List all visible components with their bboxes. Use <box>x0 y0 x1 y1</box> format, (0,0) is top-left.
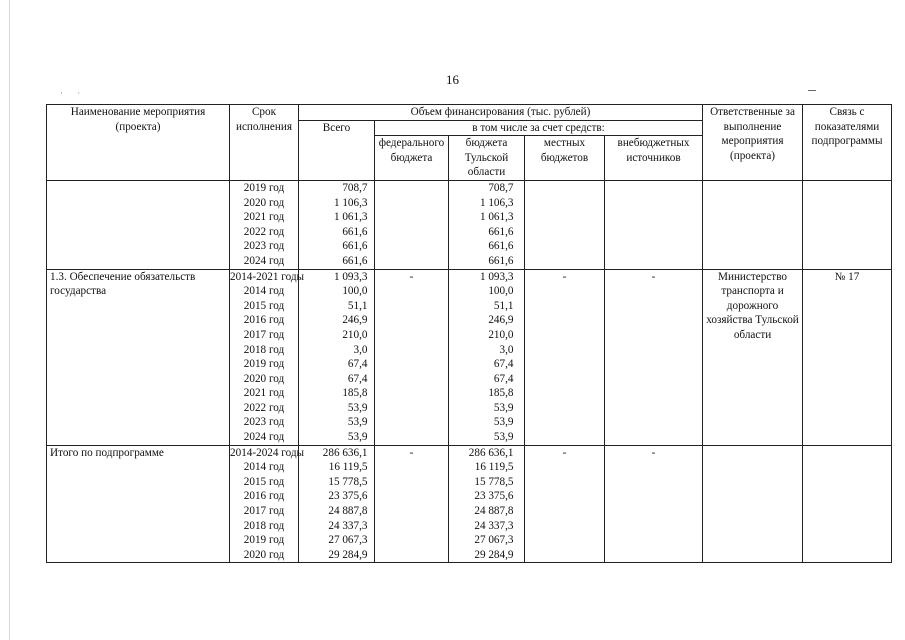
regional-line <box>449 504 524 519</box>
regional-line <box>449 548 524 563</box>
total-line <box>299 504 374 519</box>
regional-value: 53,9 <box>493 401 514 414</box>
total-line <box>299 313 374 328</box>
year-value: 2019 год <box>243 181 285 194</box>
regional-line <box>449 401 524 416</box>
total-value: 210,0 <box>342 328 368 341</box>
year-value: 2022 год <box>243 401 285 414</box>
total-cell <box>299 180 375 269</box>
regional-line <box>449 357 524 372</box>
year-value: 2020 год <box>243 196 285 209</box>
total-value: 53,9 <box>347 416 368 429</box>
scan-specks: · · <box>60 88 87 98</box>
regional-value: 16 119,5 <box>474 461 514 474</box>
total-line <box>299 239 374 254</box>
row-name: Итого по подпрограмме <box>47 445 230 563</box>
total-value: 15 778,5 <box>328 475 368 488</box>
header-including: в том числе за счет средств: <box>375 120 703 136</box>
total-line <box>299 475 374 490</box>
total-value: 51,1 <box>347 299 368 312</box>
extra-cell <box>605 180 703 269</box>
regional-value: 1 106,3 <box>479 196 514 209</box>
regional-value: 53,9 <box>493 431 514 444</box>
total-line <box>299 519 374 534</box>
regional-cell <box>449 445 525 563</box>
link-cell <box>803 180 892 269</box>
total-value: 1 106,3 <box>333 196 368 209</box>
regional-line <box>449 475 524 490</box>
total-value: 24 887,8 <box>328 505 368 518</box>
scan-dash <box>808 90 816 91</box>
regional-value: 67,4 <box>493 372 514 385</box>
table-row <box>47 445 892 563</box>
regional-value: 661,6 <box>488 225 514 238</box>
year-value: 2014 год <box>243 461 285 474</box>
total-value: 67,4 <box>347 358 368 371</box>
total-line <box>299 270 374 285</box>
year-value: 2024 год <box>243 431 285 444</box>
regional-cell <box>449 269 525 445</box>
year-value: 2021 год <box>243 387 285 400</box>
total-line <box>299 254 374 269</box>
regional-value: 708,7 <box>488 181 514 194</box>
regional-value: 24 887,8 <box>474 505 514 518</box>
year-value: 2019 год <box>243 358 285 371</box>
year-value: 2014-2024 годы <box>230 446 305 459</box>
year-value: 2017 год <box>243 328 285 341</box>
total-value: 27 067,3 <box>328 534 368 547</box>
responsible-cell <box>703 180 803 269</box>
year-value: 2019 год <box>243 534 285 547</box>
regional-line <box>449 489 524 504</box>
header-regional: бюджета Тульской области <box>449 136 525 181</box>
row-name: 1.3. Обеспечение обязательств государства <box>47 269 230 445</box>
total-line <box>299 386 374 401</box>
total-line <box>299 446 374 461</box>
total-value: 661,6 <box>342 240 368 253</box>
table-header <box>47 105 892 181</box>
regional-value: 27 067,3 <box>474 534 514 547</box>
total-value: 67,4 <box>347 372 368 385</box>
year-value: 2020 год <box>243 548 285 561</box>
total-value: 24 337,3 <box>328 519 368 532</box>
total-line <box>299 533 374 548</box>
total-value: 16 119,5 <box>328 461 368 474</box>
regional-value: 23 375,6 <box>474 490 514 503</box>
year-cell <box>230 269 305 445</box>
total-line <box>299 489 374 504</box>
regional-line <box>449 533 524 548</box>
total-line <box>299 284 374 299</box>
total-line <box>299 357 374 372</box>
federal-cell: - <box>375 445 449 563</box>
total-value: 29 284,9 <box>328 548 368 561</box>
header-funding: Объем финансирования (тыс. рублей) <box>299 105 703 121</box>
total-value: 661,6 <box>342 254 368 267</box>
total-value: 185,8 <box>342 387 368 400</box>
total-line <box>299 328 374 343</box>
total-line <box>299 196 374 211</box>
link-cell <box>803 445 892 563</box>
regional-line <box>449 519 524 534</box>
regional-line <box>449 181 524 196</box>
total-line <box>299 430 374 445</box>
header-local: местных бюджетов <box>525 136 605 181</box>
extra-cell: - <box>605 269 703 445</box>
regional-value: 1 093,3 <box>479 270 514 283</box>
table-body <box>47 180 892 562</box>
page-left-edge <box>9 0 10 640</box>
regional-line <box>449 210 524 225</box>
year-value: 2020 год <box>243 372 285 385</box>
total-value: 100,0 <box>342 285 368 298</box>
regional-line <box>449 446 524 461</box>
total-value: 1 061,3 <box>333 211 368 224</box>
responsible-cell <box>703 445 803 563</box>
regional-line <box>449 415 524 430</box>
year-value: 2016 год <box>243 490 285 503</box>
year-value: 2016 год <box>243 314 285 327</box>
regional-value: 24 337,3 <box>474 519 514 532</box>
regional-line <box>449 313 524 328</box>
regional-value: 100,0 <box>488 285 514 298</box>
total-line <box>299 343 374 358</box>
header-extra: внебюджетных источников <box>605 136 703 181</box>
regional-value: 3,0 <box>499 343 514 356</box>
funding-table <box>46 104 892 563</box>
year-value: 2014-2021 годы <box>230 270 305 283</box>
regional-line <box>449 254 524 269</box>
regional-line <box>449 196 524 211</box>
regional-value: 185,8 <box>488 387 514 400</box>
local-cell <box>525 180 605 269</box>
header-link: Связь с показателями подпрограммы <box>803 105 892 181</box>
year-cell <box>230 445 305 563</box>
total-cell <box>299 445 375 563</box>
total-line <box>299 372 374 387</box>
total-value: 23 375,6 <box>328 490 368 503</box>
total-line <box>299 299 374 314</box>
regional-value: 1 061,3 <box>479 211 514 224</box>
responsible-cell: Министерство транспорта и дорожного хозяйства Тульской области <box>703 269 803 445</box>
total-line <box>299 210 374 225</box>
total-line <box>299 460 374 475</box>
year-value: 2022 год <box>243 225 285 238</box>
total-value: 1 093,3 <box>333 270 368 283</box>
regional-value: 29 284,9 <box>474 548 514 561</box>
row-name <box>47 180 230 269</box>
regional-cell <box>449 180 525 269</box>
regional-line <box>449 284 524 299</box>
year-value: 2023 год <box>243 416 285 429</box>
year-value: 2021 год <box>243 211 285 224</box>
header-term: Срок исполнения <box>230 105 299 181</box>
year-value: 2018 год <box>243 343 285 356</box>
header-responsible: Ответственные за выполнение мероприятия (проекта) <box>703 105 803 181</box>
federal-cell <box>375 180 449 269</box>
regional-value: 661,6 <box>488 254 514 267</box>
local-cell: - <box>525 269 605 445</box>
total-line <box>299 548 374 563</box>
total-line <box>299 415 374 430</box>
regional-value: 51,1 <box>493 299 514 312</box>
year-value: 2024 год <box>243 254 285 267</box>
regional-line <box>449 386 524 401</box>
link-cell: № 17 <box>803 269 892 445</box>
total-cell <box>299 269 375 445</box>
table-row <box>47 180 892 269</box>
year-value: 2023 год <box>243 240 285 253</box>
regional-line <box>449 270 524 285</box>
regional-value: 53,9 <box>493 416 514 429</box>
federal-cell: - <box>375 269 449 445</box>
regional-line <box>449 225 524 240</box>
page-number: 16 <box>446 72 459 87</box>
total-value: 286 636,1 <box>322 446 368 459</box>
header-total: Всего <box>299 120 375 180</box>
regional-line <box>449 328 524 343</box>
table-row <box>47 269 892 445</box>
total-line <box>299 401 374 416</box>
local-cell: - <box>525 445 605 563</box>
regional-value: 15 778,5 <box>474 475 514 488</box>
year-value: 2015 год <box>243 299 285 312</box>
total-line <box>299 181 374 196</box>
header-name: Наименование мероприятия (проекта) <box>47 105 230 181</box>
total-value: 3,0 <box>353 343 368 356</box>
regional-value: 661,6 <box>488 240 514 253</box>
regional-value: 210,0 <box>488 328 514 341</box>
total-value: 246,9 <box>342 314 368 327</box>
total-value: 661,6 <box>342 225 368 238</box>
total-value: 53,9 <box>347 431 368 444</box>
regional-line <box>449 460 524 475</box>
regional-line <box>449 372 524 387</box>
year-value: 2014 год <box>243 285 285 298</box>
total-line <box>299 225 374 240</box>
regional-line <box>449 343 524 358</box>
regional-value: 246,9 <box>488 314 514 327</box>
year-value: 2018 год <box>243 519 285 532</box>
extra-cell: - <box>605 445 703 563</box>
year-value: 2017 год <box>243 505 285 518</box>
regional-line <box>449 299 524 314</box>
year-cell <box>230 180 299 269</box>
regional-line <box>449 239 524 254</box>
total-value: 708,7 <box>342 181 368 194</box>
regional-value: 67,4 <box>493 358 514 371</box>
regional-line <box>449 430 524 445</box>
regional-value: 286 636,1 <box>468 446 514 459</box>
total-value: 53,9 <box>347 401 368 414</box>
header-federal: федерального бюджета <box>375 136 449 181</box>
year-value: 2015 год <box>243 475 285 488</box>
